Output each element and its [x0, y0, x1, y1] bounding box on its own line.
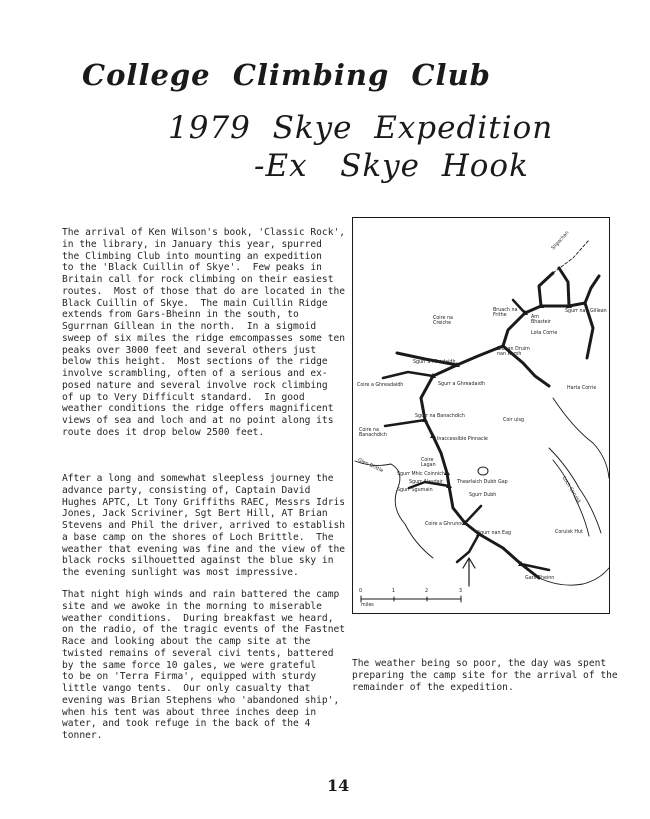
page-number: 14 [327, 776, 350, 795]
text-line: The arrival of Ken Wilson's book, 'Classic Rock', [62, 227, 346, 238]
paragraph-journey [62, 473, 346, 579]
label-inaccessible-pinnacle: Inaccessible Pinnacle [437, 437, 488, 442]
text-line: peaks over 3000 feet and several others just [62, 344, 317, 356]
label-coir-uisg: Coir uisg [503, 418, 525, 423]
spur-gillean-north [585, 276, 599, 303]
label-sgurr-a-mhadaidh: Sgurr a Mhadaidh [413, 360, 456, 365]
map-drawing [353, 218, 611, 615]
text-line: Black Cuillin of Skye. The main Cuillin Ridge [62, 297, 328, 309]
text-line: That night high winds and rain battered the camp [62, 589, 340, 600]
text-line: preparing the camp site for the arrival of the [352, 669, 618, 681]
text-line: when his tent was about three inches deep in [62, 706, 317, 718]
text-line: The weather being so poor, the day was spent [352, 658, 607, 669]
label-am-bhasteir: Am Bhasteir [531, 315, 551, 326]
cuillin-ridge-map [352, 217, 610, 614]
text-line: twisted remains of several civi tents, battered [62, 647, 334, 659]
paragraph-intro [62, 227, 346, 439]
label-sgurr-na-banachdich: Sgurr na Banachdich [415, 414, 465, 419]
text-line: advance party, consisting of, Captain David [62, 484, 311, 496]
text-line: weather conditions. During breakfast we heard, [62, 612, 334, 624]
loch-lagan-tarn [478, 467, 488, 475]
spur-eag-south [457, 534, 479, 562]
text-line: views of sea and loch and at no point along its [62, 415, 334, 426]
label-coire-a-ghreadaidh: Coire a Ghreadaidh [357, 383, 404, 388]
text-line: of up to Very Difficult standard. In good [62, 391, 305, 403]
text-line: evening was Brian Stephens who 'abandoned ship', [62, 694, 340, 706]
loch-coruisk-shore-2 [553, 460, 589, 536]
text-line: weather that evening was fine and the view of the [62, 543, 346, 555]
text-line: to the 'Black Cuillin of Skye'. Few peaks in [62, 262, 322, 274]
text-line: a base camp on the shores of Loch Brittle. The [62, 531, 334, 543]
label-sgurr-mhic-coinnich: Sgurr Mhic Coinnich [397, 472, 445, 477]
label-gars-bheinn: Gars Bheinn [525, 576, 555, 581]
spur-banachdich-west [385, 420, 425, 426]
label-coruisk-hut: Coruisk Hut [555, 530, 583, 535]
text-line: by the same force 10 gales, we were grateful [62, 659, 317, 671]
north-arrow [463, 558, 475, 586]
label-glen-brittle: Glen Brittle [356, 458, 384, 475]
loch-coruisk-shore [549, 448, 601, 533]
text-line: below this height. Most sections of the ridge [62, 356, 328, 368]
scale-label-3: 3 [459, 589, 463, 594]
text-line: black rocks silhouetted against the blue sky in [62, 555, 334, 567]
text-line: to be on 'Terra Firma', equipped with sturdy [62, 671, 317, 683]
text-line: the evening sunlight was most impressive. [62, 567, 299, 578]
label-bruach-na-frithe: Bruach na Frithe [493, 308, 518, 319]
label-bidean-druim-nan-ramh: Bidean Druim nan Ramh [497, 347, 530, 358]
title-line-1: 1979 Skye Expedition [168, 110, 554, 146]
label-coire-na-creiche: Coire na Creiche [433, 316, 453, 327]
text-line: posed nature and several involve rock climbing [62, 379, 328, 391]
label-thearlaich-dubh-gap: Thearlaich Dubh Gap [457, 480, 508, 485]
text-line: After a long and somewhat sleepless journey the [62, 473, 334, 484]
scale-label-0: 0 [359, 589, 363, 594]
label-coire-na-banachdich: Coire na Banachdich [359, 428, 387, 439]
text-line: remainder of the expedition. [352, 681, 514, 693]
text-line: sweep of six miles the ridge emcompasses some ten [62, 332, 346, 344]
paragraph-storm [62, 589, 346, 742]
label-harta-corrie: Harta Corrie [567, 386, 597, 391]
text-line: weather conditions the ridge offers magnificent [62, 403, 334, 415]
label-sgurr-alasdair: Sgurr Alasdair [409, 480, 443, 485]
text-line: route does it drop below 2500 feet. [62, 426, 265, 438]
text-line: Sgurrnan Gillean in the north. In a sigmoid [62, 321, 317, 332]
label-sgurr-nan-gillean: Sgurr nan Gillean [565, 309, 607, 314]
club-name: College Climbing Club [82, 58, 491, 92]
text-line: on the radio, of the tragic events of the Fastnet [62, 624, 346, 636]
label-coire-a-ghrunnda: Coire a Ghrunnda [425, 522, 468, 527]
text-line: site and we awoke in the morning to miserable [62, 600, 322, 612]
scale-bar [361, 596, 461, 602]
text-line: water, and took refuge in the back of the 4 [62, 718, 311, 730]
label-lota-corrie: Lota Corrie [531, 331, 558, 336]
text-line: Hughes APTC, Lt Tony Griffiths RAEC, Messrs Idris [62, 496, 346, 508]
label-sgurr-nan-eag: Sgurr nan Eag [477, 531, 512, 536]
label-sligachan: Sligachan [551, 230, 571, 252]
label-loch-coruisk: Loch Coruisk [560, 476, 582, 505]
text-line: tonner. [62, 730, 103, 741]
spur-north-a [559, 268, 569, 306]
label-coire-lagan: Coire Lagan [421, 458, 436, 469]
text-line: involve scrambling, often of a serious and ex- [62, 368, 328, 379]
text-line: in the library, in January this year, spurred [62, 238, 322, 250]
text-line: routes. Most of those that do are located in the [62, 285, 346, 297]
text-line: Race and looking about the camp site at the [62, 636, 311, 647]
paragraph-weather [352, 658, 622, 693]
scale-label-1: 1 [392, 589, 396, 594]
scale-label-2: 2 [425, 589, 429, 594]
text-line: Jones, Jack Scriviner, Sgt Bert Hill, AT Brian [62, 508, 328, 520]
text-line: extends from Gars-Bheinn in the south, to [62, 309, 299, 321]
scale-unit: miles [361, 603, 374, 608]
label-sgurr-sgumain: Sgurr Sgumain [397, 488, 433, 493]
spur-ghreadaidh-west [383, 372, 433, 378]
label-sgurr-dubh: Sgurr Dubh [469, 493, 497, 498]
title-line-2: -Ex Skye Hook [254, 148, 529, 184]
text-line: little vango tents. Our only casualty that [62, 683, 311, 694]
spur-am-bhasteir [539, 273, 553, 306]
text-line: Stevens and Phil the driver, arrived to establish [62, 520, 346, 531]
text-line: Britain call for rock climbing on their easiest [62, 274, 334, 285]
text-line: the Climbing Club into mounting an expedition [62, 250, 322, 262]
spur-dubh-east [465, 506, 481, 523]
coast-east [553, 398, 609, 478]
label-sgurr-a-ghreadaidh: Sgurr a Ghreadaidh [438, 382, 485, 387]
